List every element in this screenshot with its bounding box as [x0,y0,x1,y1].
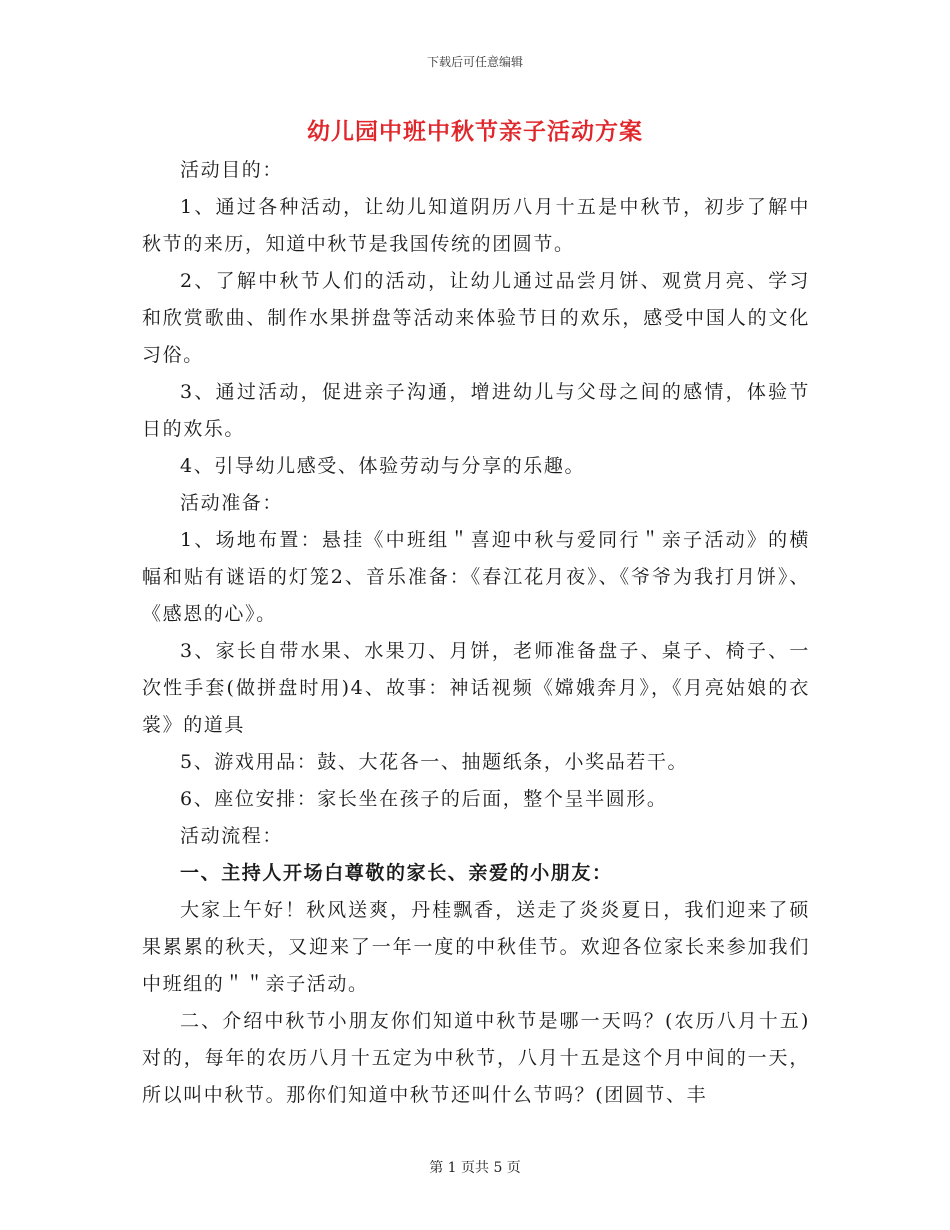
paragraph: 3、家长自带水果、水果刀、月饼，老师准备盘子、桌子、椅子、一次性手套(做拼盘时用)4、故事：神话视频《嫦娥奔月》，《月亮姑娘的衣裳》的道具 [142,640,810,736]
paragraph: 活动目的： [180,159,284,181]
page-number: 第 1 页共 5 页 [429,1160,521,1176]
paragraph: 活动准备： [180,492,284,514]
paragraph: 3、通过活动，促进亲子沟通，增进幼儿与父母之间的感情，体验节日的欢乐。 [142,381,810,440]
document-body [142,152,810,1114]
paragraph: 活动流程： [180,825,284,847]
document-title: 幼儿园中班中秋节亲子活动方案 [307,118,643,145]
paragraph: 6、座位安排：家长坐在孩子的后面，整个呈半圆形。 [180,788,668,810]
paragraph: 5、游戏用品：鼓、大花各一、抽题纸条，小奖品若干。 [180,751,689,773]
section-heading: 一、主持人开场白尊敬的家长、亲爱的小朋友： [180,862,613,884]
paragraph: 2、了解中秋节人们的活动，让幼儿通过品尝月饼、观赏月亮、学习和欣赏歌曲、制作水果拼盘等活动来体验节日的欢乐，感受中国人的文化习俗。 [142,270,810,366]
header-note: 下载后可任意编辑 [426,55,523,69]
paragraph: 大家上午好！秋风送爽，丹桂飘香，送走了炎炎夏日，我们迎来了硕果累累的秋天，又迎来了一年一度的中秋佳节。欢迎各位家长来参加我们中班组的＂＂亲子活动。 [142,899,810,995]
paragraph: 1、通过各种活动，让幼儿知道阴历八月十五是中秋节，初步了解中秋节的来历，知道中秋节是我国传统的团圆节。 [142,196,810,255]
paragraph: 4、引导幼儿感受、体验劳动与分享的乐趣。 [180,455,586,477]
paragraph: 二、介绍中秋节小朋友你们知道中秋节是哪一天吗？(农历八月十五)对的，每年的农历八月十五定为中秋节，八月十五是这个月中间的一天，所以叫中秋节。那你们知道中秋节还叫什么节吗？(团圆节、丰 [142,1010,810,1106]
paragraph: 1、场地布置：悬挂《中班组＂喜迎中秋与爱同行＂亲子活动》的横幅和贴有谜语的灯笼2、音乐准备：《春江花月夜》、《爷爷为我打月饼》、《感恩的心》。 [142,529,810,625]
